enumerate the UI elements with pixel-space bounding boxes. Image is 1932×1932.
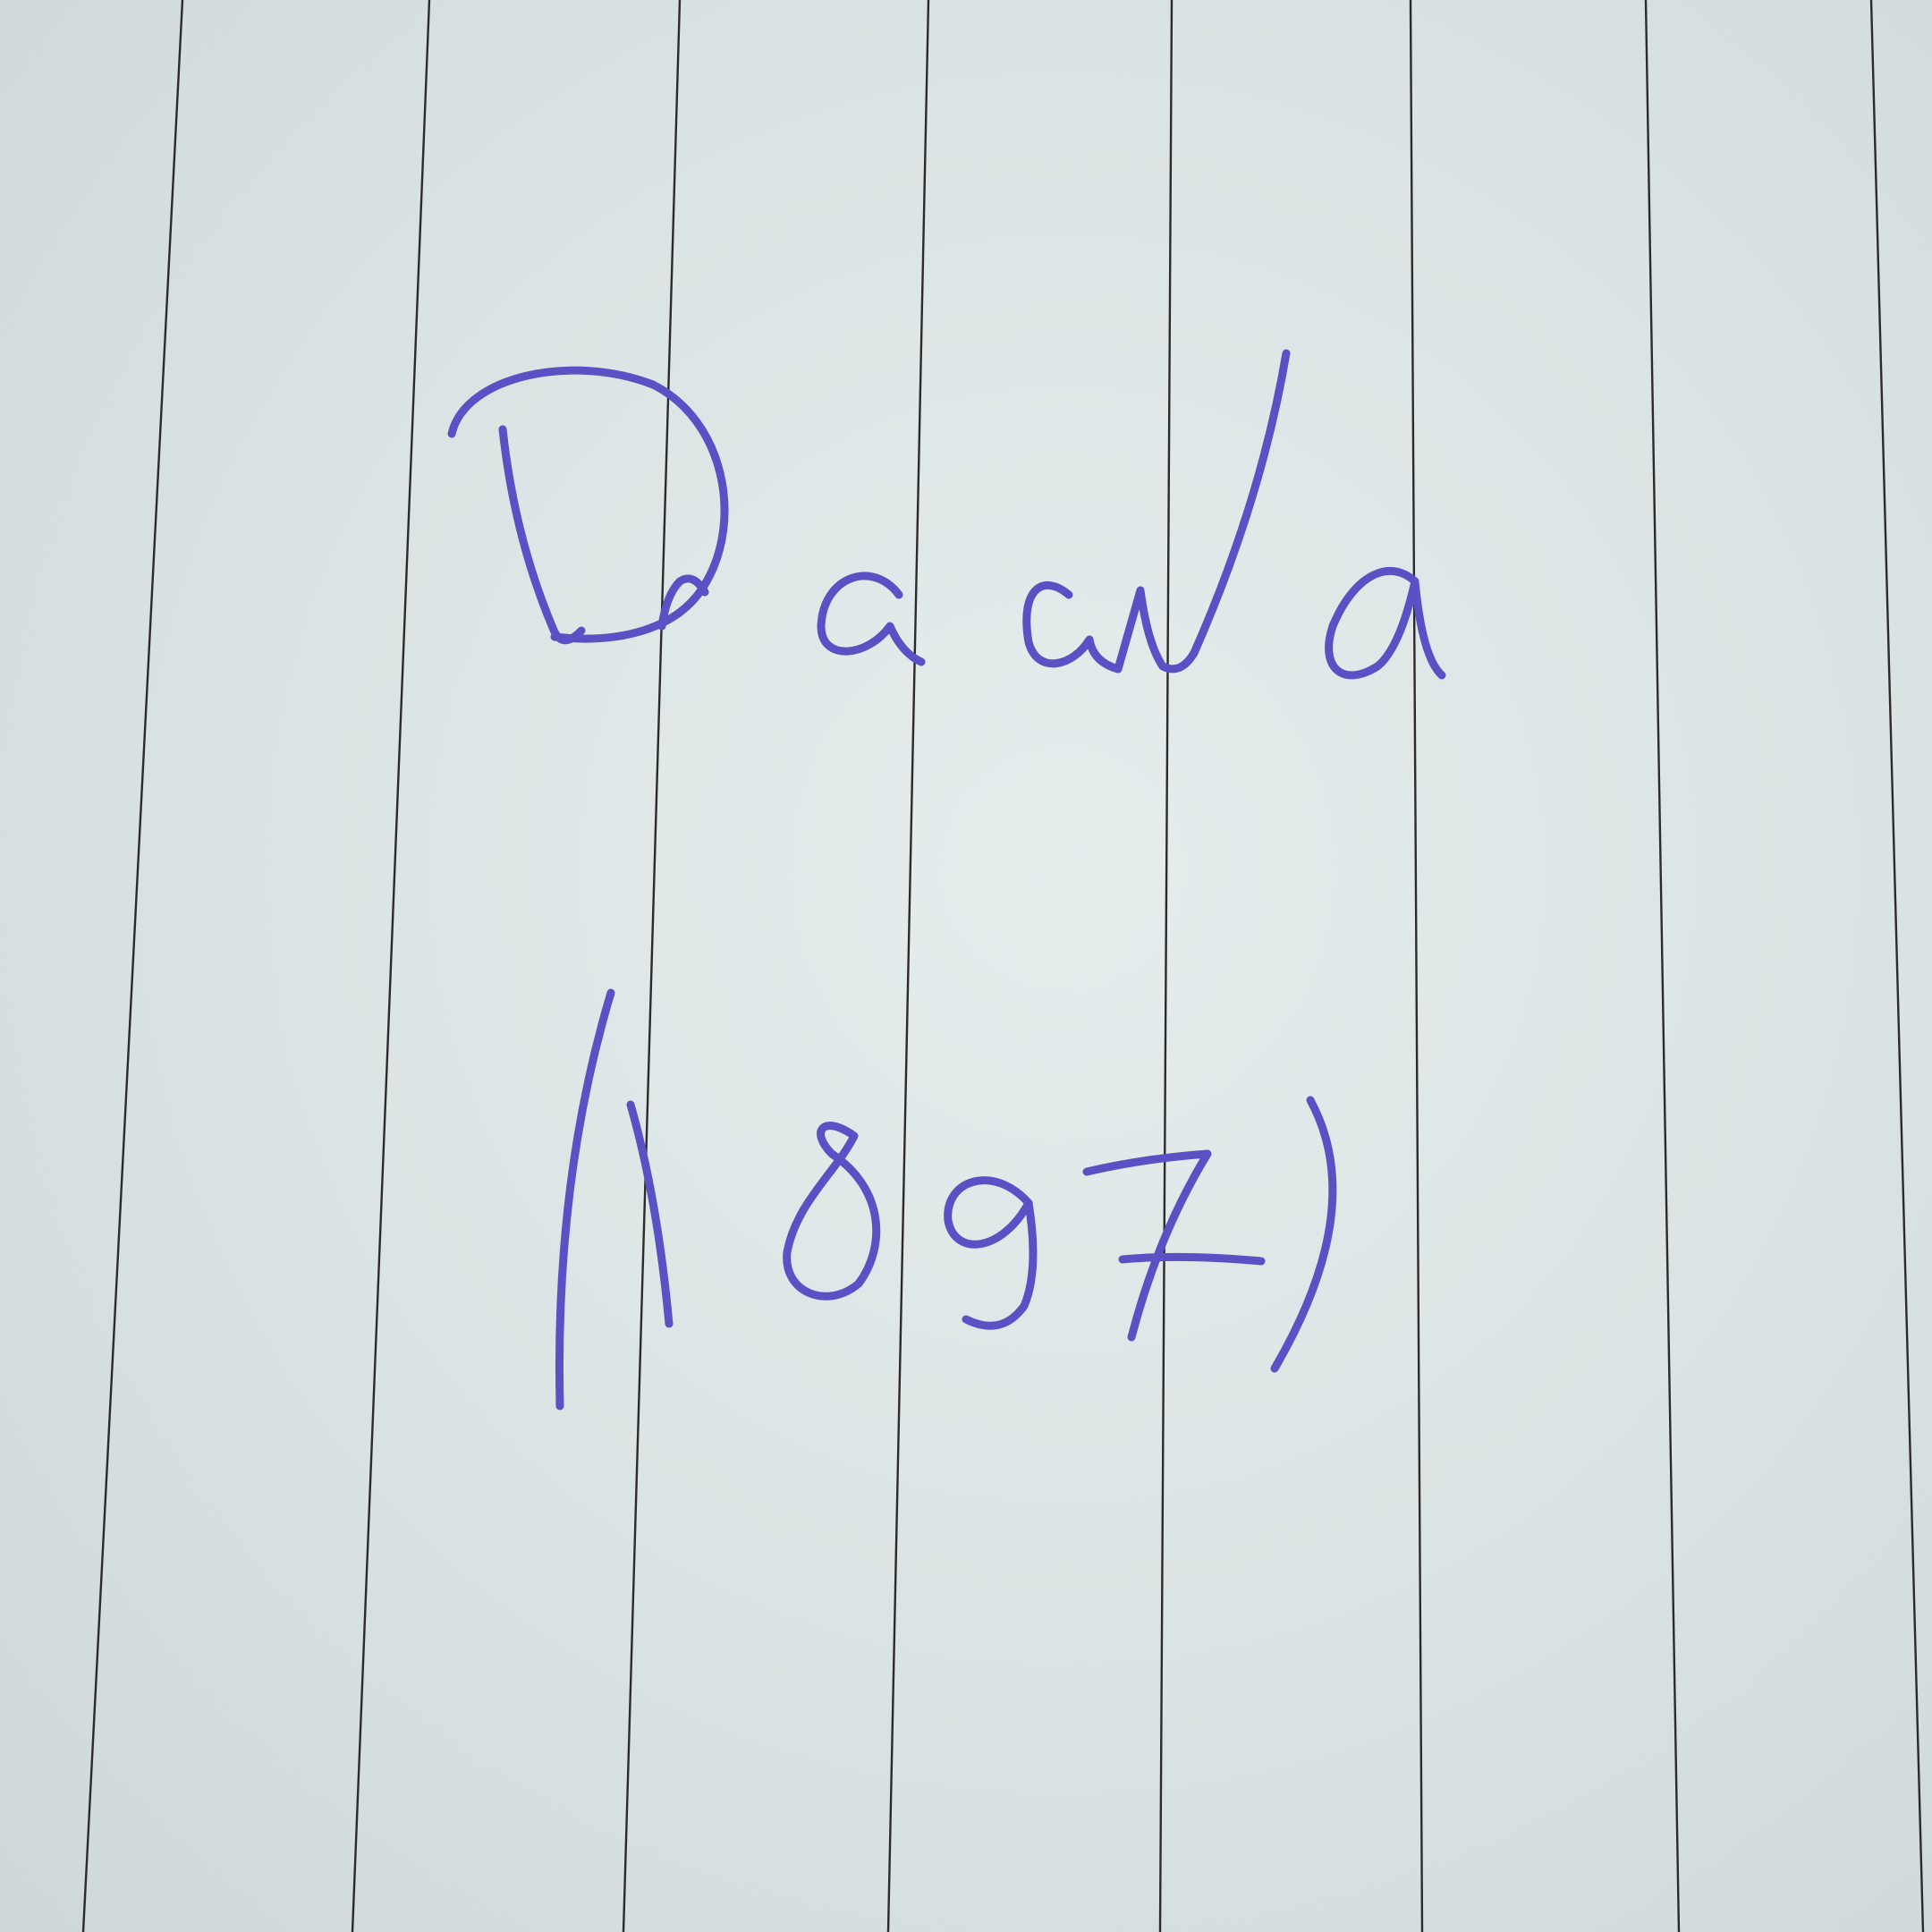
digit-7-crossbar	[1123, 1257, 1261, 1261]
